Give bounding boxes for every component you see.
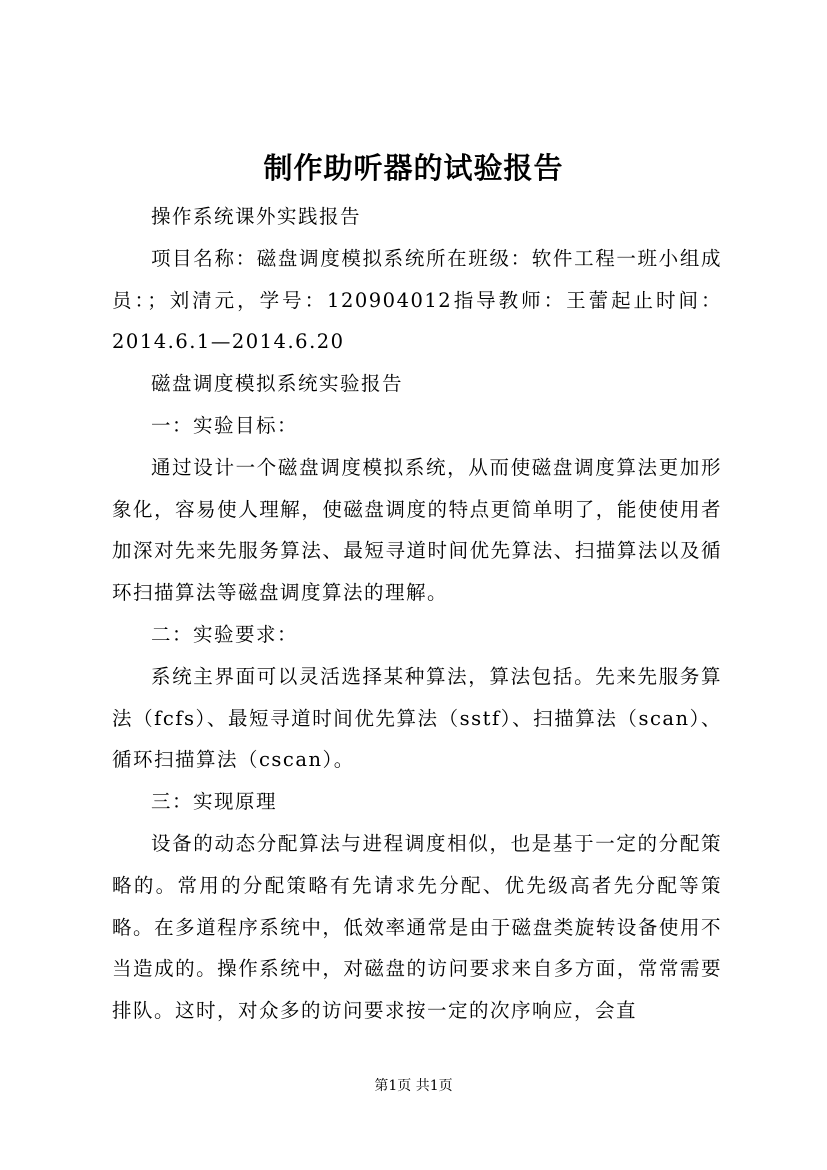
document-body — [112, 196, 722, 1032]
document-title: 制作助听器的试验报告 — [263, 151, 564, 185]
paragraph-principle: 设备的动态分配算法与进程调度相似，也是基于一定的分配策略的。常用的分配策略有先请求先分配、优先级高者先分配等策略。在多道程序系统中，低效率通常是由于磁盘类旋转设备使用不当造成的。操作系统中，对磁盘的访问要求来自多方面，常常需要排队。这时，对众多的访问要求按一定的次序响应，会直 — [112, 831, 722, 1023]
paragraph-requirements: 系统主界面可以灵活选择某种算法，算法包括。先来先服务算法（fcfs）、最短寻道时间优先算法（sstf）、扫描算法（scan）、循环扫描算法（cscan）。 — [112, 664, 722, 772]
section-heading-goal: 一：实验目标： — [151, 413, 299, 437]
paragraph-report-name: 磁盘调度模拟系统实验报告 — [151, 372, 404, 396]
paragraph-subtitle: 操作系统课外实践报告 — [151, 205, 362, 228]
section-heading-principle: 三：实现原理 — [151, 790, 278, 814]
section-heading-requirements: 二：实验要求： — [151, 622, 299, 646]
page-footer: 第1页 共1页 — [374, 1078, 453, 1094]
paragraph-project-info: 项目名称：磁盘调度模拟系统所在班级：软件工程一班小组成员：；刘清元，学号：120904012指导教师：王蕾起止时间：2014.6.1—2014.6.20 — [112, 246, 722, 354]
paragraph-goal: 通过设计一个磁盘调度模拟系统，从而使磁盘调度算法更加形象化，容易使人理解，使磁盘调度的特点更简单明了，能使使用者加深对先来先服务算法、最短寻道时间优先算法、扫描算法以及循环扫描算法等磁盘调度算法的理解。 — [112, 455, 722, 605]
